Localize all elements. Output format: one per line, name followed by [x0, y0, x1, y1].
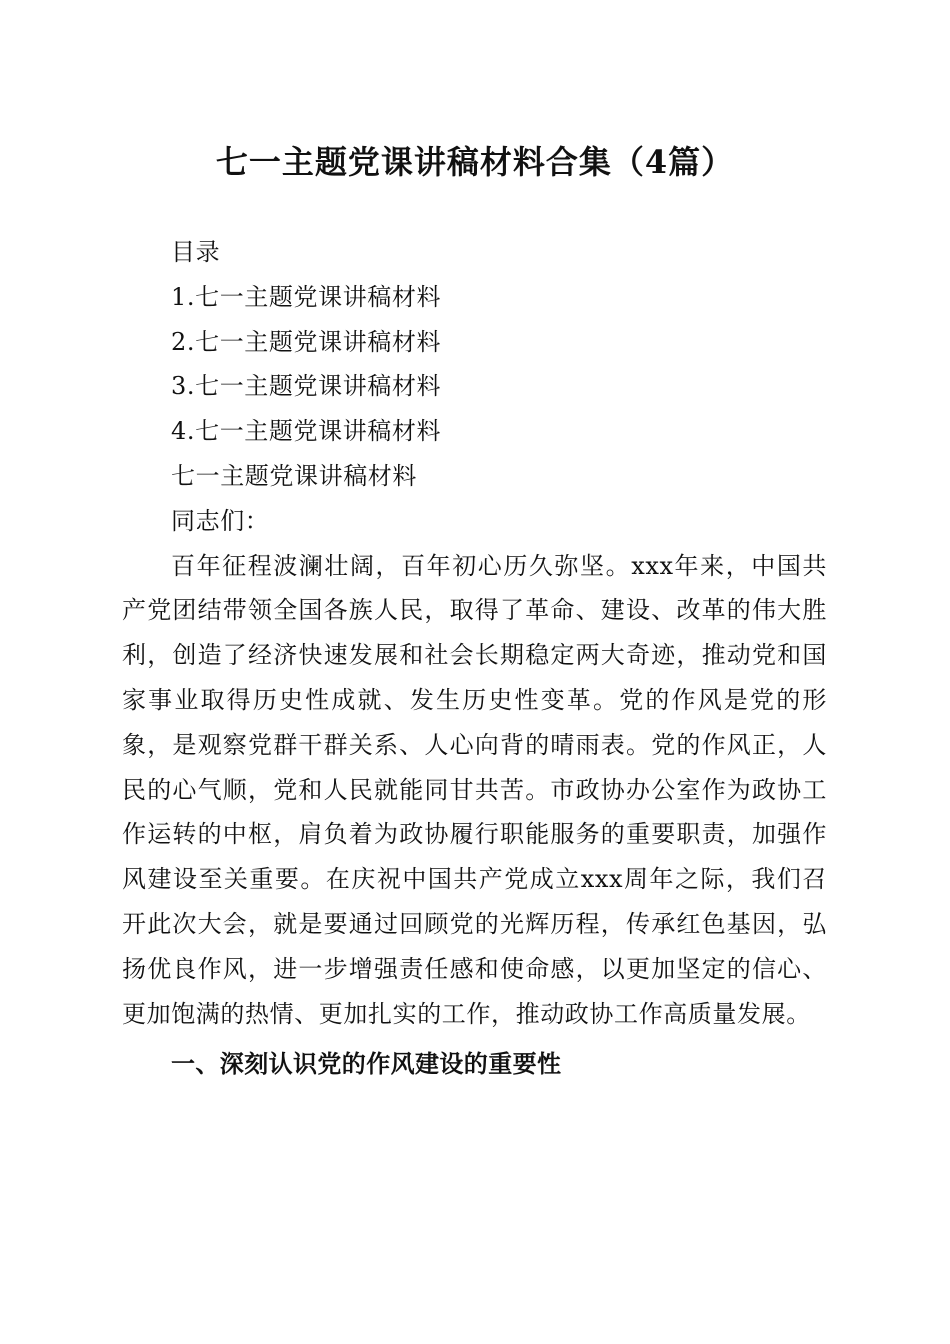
- toc-item: 1.七一主题党课讲稿材料: [171, 282, 442, 311]
- toc-item: 4.七一主题党课讲稿材料: [171, 417, 442, 446]
- toc-heading: 目录: [171, 238, 221, 266]
- article-title: 七一主题党课讲稿材料: [171, 461, 417, 490]
- toc-item: 3.七一主题党课讲稿材料: [171, 372, 442, 401]
- salutation: 同志们：: [171, 506, 270, 535]
- toc-item: 2.七一主题党课讲稿材料: [171, 327, 442, 356]
- section-heading: 一、深刻认识党的作风建设的重要性: [171, 1050, 562, 1079]
- intro-paragraph: 百年征程波澜壮阔，百年初心历久弥坚。xxx年来，中国共产党团结带领全国各族人民，取得了革命、建设、改革的伟大胜利，创造了经济快速发展和社会长期稳定两大奇迹，推动党和国家事业取得历史性成就、发生历史性变革。党的作风是党的形象，是观察党群干群关系、人心向背的晴雨表。党的作风正，人民的心气顺，党和人民就能同甘共苦。市政协办公室作为政协工作运转的中枢，肩负着为政协履行职能服务的重要职责，加强作风建设至关重要。在庆祝中国共产党成立xxx周年之际，我们召开此次大会，就是要通过回顾党的光辉历程，传承红色基因，弘扬优良作风，进一步增强责任感和使命感，以更加坚定的信心、更加饱满的热情、更加扎实的工作，推动政协工作高质量发展。: [122, 551, 827, 1028]
- document-title: 七一主题党课讲稿材料合集（4篇）: [215, 143, 735, 181]
- document-body: [122, 230, 827, 1087]
